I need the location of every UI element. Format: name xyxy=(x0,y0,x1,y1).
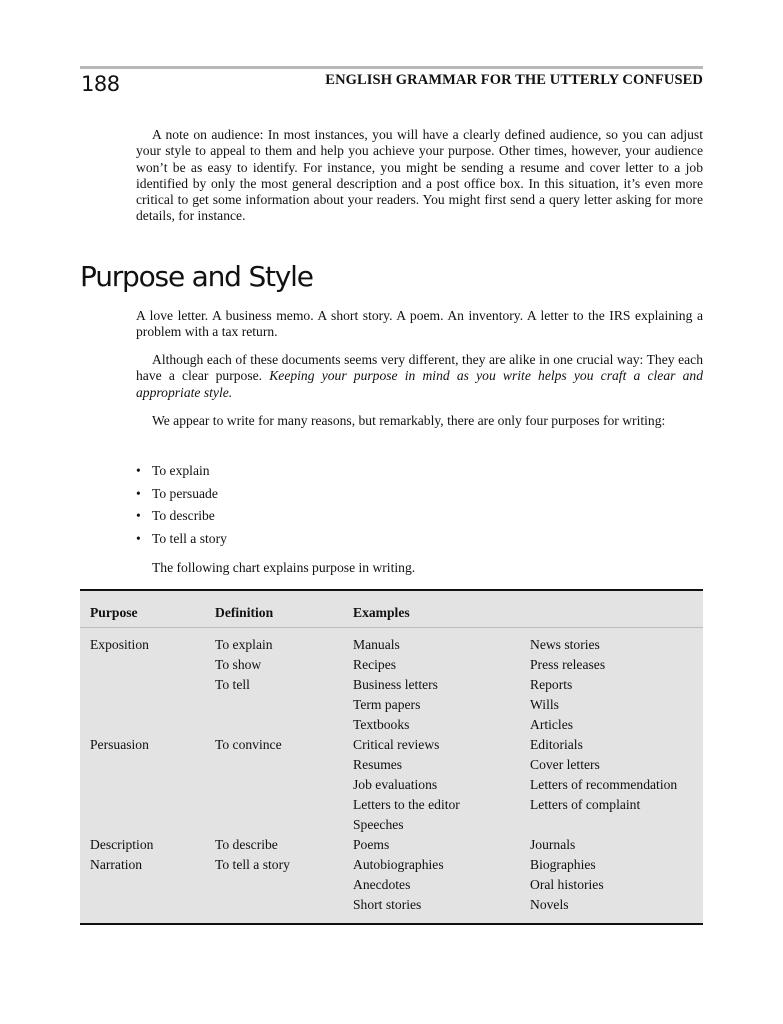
bullet-text: To tell a story xyxy=(152,530,227,546)
example-cell: Letters to the editor xyxy=(353,797,460,812)
example-cell: Textbooks xyxy=(353,717,410,732)
example-cell: Articles xyxy=(530,717,574,732)
example-cell: Manuals xyxy=(353,637,400,652)
example-cell: Oral histories xyxy=(530,877,604,892)
definition-cell: To show xyxy=(215,657,262,672)
example-cell: Term papers xyxy=(353,697,421,712)
definition-cell: To tell a story xyxy=(215,857,290,872)
example-cell: Autobiographies xyxy=(353,857,444,872)
paragraph-alike-plain: Although each of these documents seems very different, they are alike in one crucial way: They each have a clear purpose. xyxy=(136,352,703,384)
paragraph-alike xyxy=(136,352,703,401)
paragraph-alike-italic: Keeping your purpose in mind as you write helps you craft a clear and appropriate style. xyxy=(136,368,703,400)
paragraph-chart-intro: The following chart explains purpose in writing. xyxy=(152,560,416,575)
header-purpose: Purpose xyxy=(90,605,138,620)
example-cell: Job evaluations xyxy=(353,777,438,792)
header-definition: Definition xyxy=(215,605,274,620)
running-head: ENGLISH GRAMMAR FOR THE UTTERLY CONFUSED xyxy=(325,72,703,88)
definition-cell: To convince xyxy=(215,737,282,752)
example-cell: Short stories xyxy=(353,897,422,912)
header-examples: Examples xyxy=(353,605,410,620)
bullet-item xyxy=(136,531,227,554)
bullet-dot-icon: • xyxy=(136,508,141,523)
bullet-item xyxy=(136,486,227,509)
purpose-cell: Narration xyxy=(90,857,143,872)
bullet-item xyxy=(136,508,227,531)
page-number: 188 xyxy=(81,72,120,96)
example-cell: Press releases xyxy=(530,657,606,672)
section-heading: Purpose and Style xyxy=(80,260,313,293)
example-cell: Critical reviews xyxy=(353,737,440,752)
purpose-cell: Description xyxy=(90,837,154,852)
bullet-dot-icon: • xyxy=(136,463,141,478)
example-cell: Biographies xyxy=(530,857,596,872)
definition-cell: To describe xyxy=(215,837,278,852)
paragraph-audience-note: A note on audience: In most instances, you will have a clearly defined audience, so you can adjust your style to appeal to them and help you achieve your purpose. Other times, however, your audience won’t be as easy to identify. For instance, you might be sending a resume and cover letter to a job identified by only the most general description and a post office box. In this situation, it’s even more critical to get some information about your readers. You might first send a query letter asking for more details, for instance. xyxy=(136,127,703,224)
bullet-text: To explain xyxy=(152,463,210,478)
example-cell: Cover letters xyxy=(530,757,600,772)
example-cell: Poems xyxy=(353,837,390,852)
bullet-item xyxy=(136,463,227,486)
example-cell: News stories xyxy=(530,637,600,652)
example-cell: Anecdotes xyxy=(353,877,411,892)
bullet-text: To persuade xyxy=(152,485,218,501)
purpose-cell: Exposition xyxy=(90,637,149,652)
purpose-table xyxy=(80,589,703,925)
bullet-text: To describe xyxy=(152,508,215,523)
example-cell: Letters of recommendation xyxy=(530,777,678,792)
bullet-dot-icon: • xyxy=(136,530,141,546)
definition-cell: To tell xyxy=(215,677,250,692)
paragraph-examples-intro: A love letter. A business memo. A short story. A poem. An inventory. A letter to the IRS explaining a problem with a tax return. xyxy=(136,308,703,340)
example-cell: Resumes xyxy=(353,757,403,772)
example-cell: Letters of complaint xyxy=(530,797,641,812)
table-header-divider xyxy=(80,627,703,628)
bullet-dot-icon: • xyxy=(136,485,141,501)
paragraph-four-purposes: We appear to write for many reasons, but remarkably, there are only four purposes for writing: xyxy=(152,413,666,428)
example-cell: Reports xyxy=(530,677,573,692)
example-cell: Business letters xyxy=(353,677,438,692)
example-cell: Recipes xyxy=(353,657,397,672)
header-rule xyxy=(80,66,703,69)
purpose-cell: Persuasion xyxy=(90,737,149,752)
definition-cell: To explain xyxy=(215,637,273,652)
example-cell: Journals xyxy=(530,837,576,852)
purpose-bullet-list xyxy=(136,463,227,553)
example-cell: Wills xyxy=(530,697,559,712)
example-cell: Editorials xyxy=(530,737,583,752)
example-cell: Speeches xyxy=(353,817,404,832)
example-cell: Novels xyxy=(530,897,569,912)
